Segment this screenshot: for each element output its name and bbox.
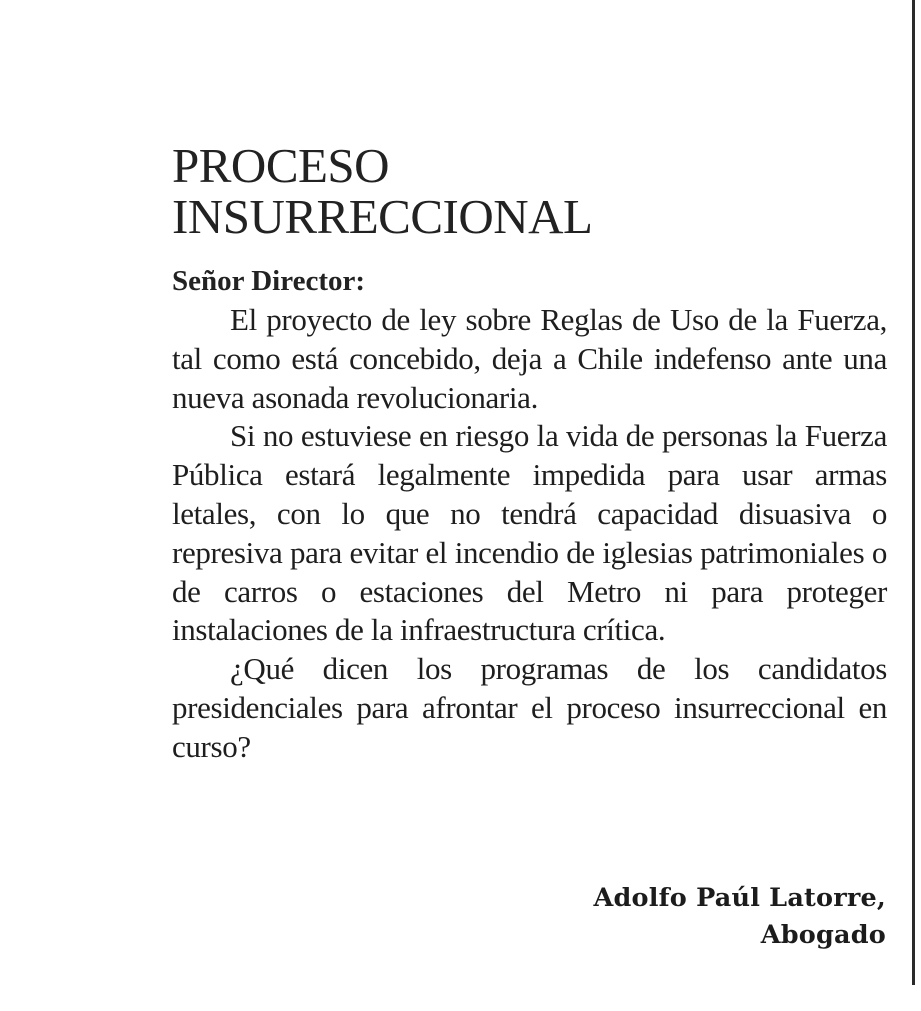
headline-line-2: INSURRECCIONAL [172, 189, 593, 244]
letter-body [172, 301, 887, 767]
column-divider [912, 0, 915, 985]
headline-line-1: PROCESO [172, 138, 390, 193]
body-paragraph-2: Si no estuviese en riesgo la vida de personas la Fuerza Pública estará legalmente impedida para usar armas letales, con lo que no tendrá capacidad disuasiva o represiva para evitar el incendio de iglesias patrimoniales o de carros o estaciones del Metro ni para proteger instalaciones de la infraestructura crítica. [172, 418, 887, 648]
author-name: Adolfo Paúl Latorre, [593, 883, 886, 913]
author-title: Abogado [760, 920, 886, 950]
letter-to-editor [172, 140, 887, 767]
body-paragraph-3: ¿Qué dicen los programas de los candidatos presidenciales para afrontar el proceso insurreccional en curso? [172, 651, 887, 764]
body-paragraph-1: El proyecto de ley sobre Reglas de Uso de la Fuerza, tal como está concebido, deja a Chile indefenso ante una nueva asonada revolucionaria. [172, 302, 887, 415]
salutation: Señor Director: [172, 265, 366, 297]
letter-headline [172, 140, 887, 242]
signature-block [594, 880, 887, 954]
